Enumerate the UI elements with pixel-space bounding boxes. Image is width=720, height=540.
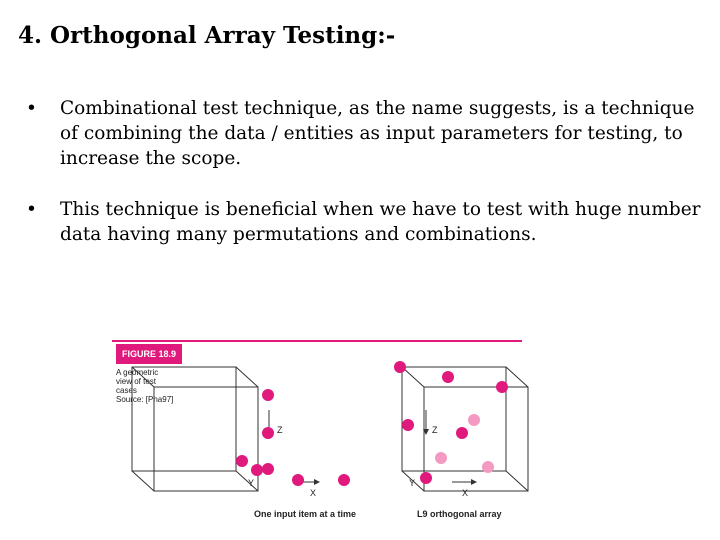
right-axis-z: Z <box>432 425 438 435</box>
test-point <box>338 474 350 486</box>
test-point <box>496 381 508 393</box>
test-point <box>251 464 263 476</box>
left-cube-back-face <box>132 367 236 471</box>
test-point <box>482 461 494 473</box>
test-point <box>456 427 468 439</box>
left-axis-y: Y <box>248 478 255 488</box>
test-point <box>262 463 274 475</box>
right-axis-y: Y <box>409 478 416 488</box>
right-cube-front-face <box>424 387 528 491</box>
test-point <box>402 419 414 431</box>
test-point <box>442 371 454 383</box>
bullet-text: This technique is beneficial when we have to test with huge number data having many permutations and combinations. <box>60 199 701 245</box>
test-point <box>236 455 248 467</box>
test-point <box>394 361 406 373</box>
right-figure-caption: L9 orthogonal array <box>417 509 502 519</box>
left-axis-x: X <box>310 488 317 498</box>
left-cube-front-face <box>154 387 258 491</box>
left-axis-z: Z <box>277 425 283 435</box>
figure-caption-line: view of test <box>116 377 157 386</box>
left-cube <box>132 367 317 491</box>
bullet-marker: • <box>26 199 37 220</box>
figure-caption-line: cases <box>116 386 137 395</box>
cube-diagrams <box>112 340 532 530</box>
bullet-marker: • <box>26 98 37 119</box>
right-cube-back-face <box>402 367 506 471</box>
left-test-points <box>236 389 350 486</box>
test-point <box>262 389 274 401</box>
bullet-item <box>26 96 706 171</box>
figure-caption-line: Source: [Pha97] <box>116 395 174 404</box>
bullet-item <box>26 197 706 247</box>
right-axis-x: X <box>462 488 469 498</box>
figure-tag: FIGURE 18.9 <box>116 344 182 364</box>
bullet-list <box>26 96 706 247</box>
left-figure-caption: One input item at a time <box>254 509 357 519</box>
figure-caption-line: A geometric <box>116 368 159 377</box>
orthogonal-array-figure <box>112 340 532 530</box>
test-point <box>468 414 480 426</box>
test-point <box>435 452 447 464</box>
test-point <box>292 474 304 486</box>
slide-title: 4. Orthogonal Array Testing:- <box>18 22 396 49</box>
right-test-points <box>394 361 508 484</box>
test-point <box>420 472 432 484</box>
test-point <box>262 427 274 439</box>
bullet-text: Combinational test technique, as the name suggests, is a technique of combining the data / entities as input parameters for testing, to increase the scope. <box>60 98 695 169</box>
